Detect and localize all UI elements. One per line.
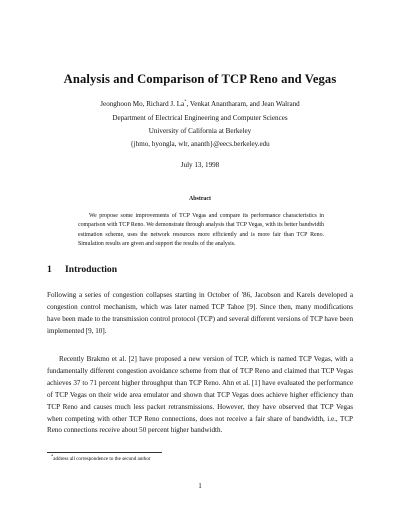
abstract-heading: Abstract [189, 196, 211, 202]
university: University of California at Berkeley [148, 127, 252, 135]
authors-rest: , Venkat Anantharam, and Jean Walrand [186, 100, 300, 108]
paper-date: July 13, 1998 [180, 161, 220, 169]
author-footnote-mark: * [184, 98, 187, 104]
author-list [20, 100, 380, 108]
paper-title: Analysis and Comparison of TCP Reno and Vegas [63, 72, 337, 86]
footnote-mark: * [51, 453, 54, 459]
footnote [51, 453, 151, 462]
author-emails: {jhmo, hyongla, wlr, ananth}@eecs.berkeley.edu [130, 140, 270, 148]
authors-first: Jeonghoon Mo, Richard J. La [100, 100, 185, 108]
section-title: Introduction [65, 264, 118, 275]
section-heading [47, 264, 117, 275]
footnote-rule [47, 452, 162, 453]
section-number: 1 [47, 264, 52, 275]
intro-paragraph-1: Following a series of congestion collapses starting in October of '86, Jacobson and Karels developed a congestion control mechanism, which was later named TCP Tahoe [9]. Since then, many modifications have been made to the transmission control protocol (TCP) and several different versions of TCP have been implemented [9, 10]. [47, 291, 353, 335]
department: Department of Electrical Engineering and Computer Sciences [112, 114, 288, 122]
footnote-text: address all correspondence to the second author [53, 456, 151, 462]
intro-paragraph-2: Recently Brakmo et al. [2] have proposed a new version of TCP, which is named TCP Vegas, with a fundamentally different congestion avoidance scheme from that of TCP Reno and claimed that TCP Vegas achieves 37 to 71 percent higher throughput than TCP Reno. Ahn et al. [1] have evaluated the performance of TCP Vegas on their wide area emulator and shown that TCP Vegas does achieve higher efficiency than TCP Reno and causes much less packet retransmissions. However, they have observed that TCP Vegas when competing with other TCP Reno connections, does not receive a fair share of bandwidth, i.e., TCP Reno connections receive about 50 percent higher bandwidth. [47, 355, 353, 435]
abstract-text: We propose some improvements of TCP Vegas and compare its performance characteristics in comparison with TCP Reno. We demonstrate through analysis that TCP Vegas, with its better bandwidth estimation scheme, uses the network resources more efficiently and is more fair than TCP Reno. Simulation results are given and support the results of the analysis. [78, 213, 324, 248]
page-number: 1 [198, 482, 202, 490]
